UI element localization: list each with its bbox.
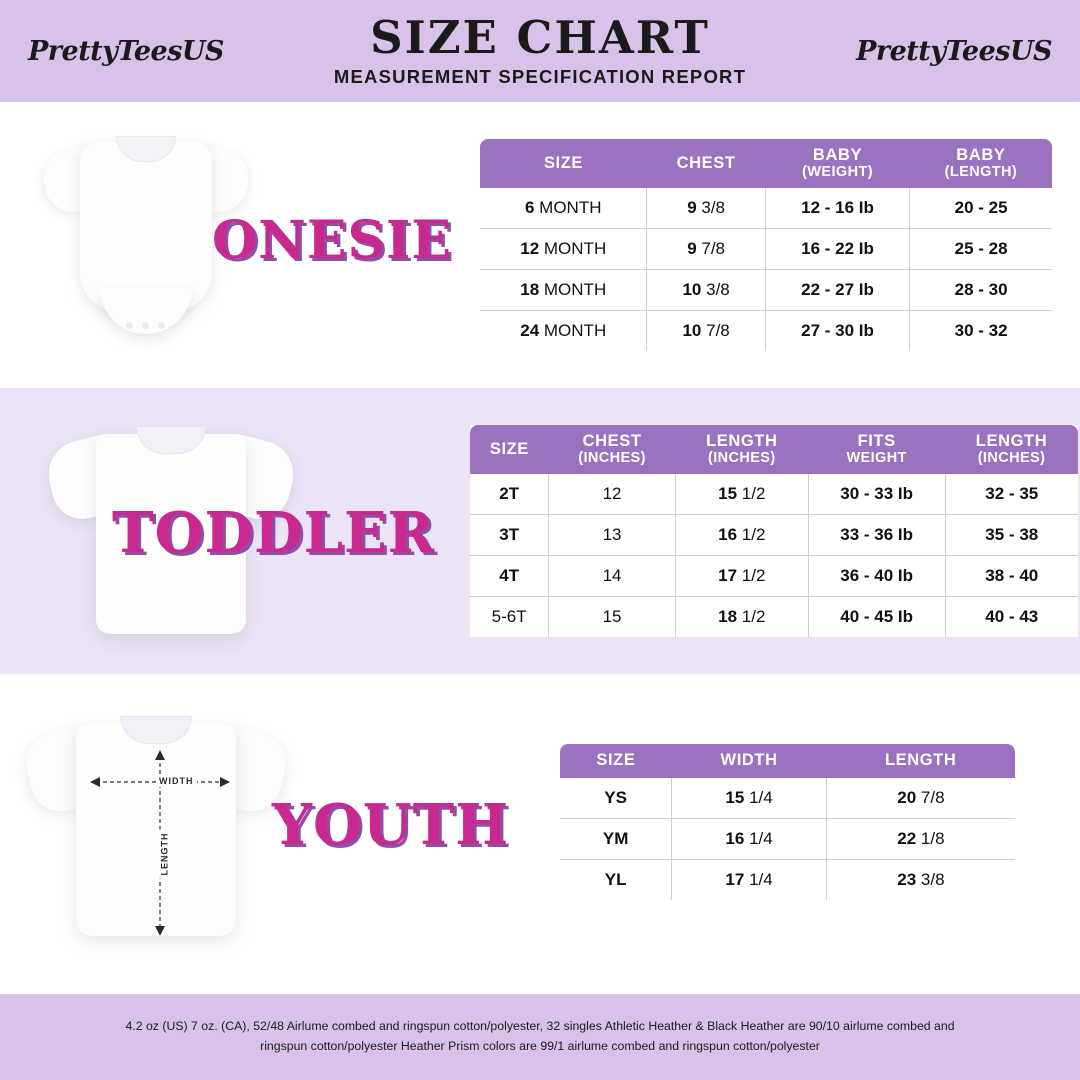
onesie-table-column bbox=[470, 139, 1080, 351]
column-header bbox=[910, 139, 1052, 188]
table-row bbox=[480, 270, 1052, 311]
column-header bbox=[826, 744, 1015, 778]
youth-artwork-column bbox=[0, 674, 510, 970]
table-cell: 16 - 22 Ib bbox=[765, 229, 910, 270]
table-row bbox=[480, 311, 1052, 352]
column-header-main: LENGTH bbox=[706, 431, 778, 450]
category-label-onesie: ONESIE bbox=[212, 210, 452, 271]
onesie-artwork-column bbox=[0, 102, 470, 388]
table-cell: 23 3/8 bbox=[897, 869, 945, 889]
onesie-table-body bbox=[480, 188, 1052, 351]
column-header-main: CHEST bbox=[676, 153, 736, 172]
table-cell: 12 MONTH bbox=[480, 229, 647, 270]
table-row bbox=[560, 859, 1015, 900]
table-cell: 30 - 32 bbox=[954, 321, 1008, 341]
table-row bbox=[560, 818, 1015, 859]
table-cell: 6 MONTH bbox=[480, 188, 647, 229]
table-cell: 32 - 35 bbox=[945, 474, 1078, 515]
table-row bbox=[480, 188, 1052, 229]
column-header bbox=[480, 139, 647, 188]
toddler-size-table bbox=[470, 425, 1078, 637]
brand-logo-right: PrettyTeesUS bbox=[856, 35, 1052, 67]
fabric-specification-text bbox=[125, 1017, 954, 1056]
column-header-sub: WEIGHT bbox=[846, 449, 907, 466]
table-header-row bbox=[480, 139, 1052, 188]
fabric-line-1: 4.2 oz (US) 7 oz. (CA), 52/48 Airlume combed and ringspun cotton/polyester, 32 singles Athletic Heather & Black Heather are 90/10 airlume combed and bbox=[125, 1019, 955, 1034]
brand-logo-left: PrettyTeesUS bbox=[28, 35, 224, 67]
table-row bbox=[470, 474, 1078, 515]
section-toddler bbox=[0, 388, 1080, 674]
table-row bbox=[470, 556, 1078, 597]
table-cell: 35 - 38 bbox=[945, 515, 1078, 556]
table-cell: 20 7/8 bbox=[826, 778, 1015, 819]
table-cell: 17 1/4 bbox=[672, 859, 827, 900]
table-cell: 14 bbox=[549, 556, 676, 597]
page-title: SIZE CHART bbox=[370, 11, 710, 65]
column-header-sub: (INCHES) bbox=[707, 449, 776, 466]
column-header-main: LENGTH bbox=[975, 431, 1048, 450]
table-header-row bbox=[560, 744, 1015, 778]
youth-size-table bbox=[560, 744, 1015, 900]
table-cell: 3T bbox=[470, 515, 549, 556]
column-header-main: BABY bbox=[812, 145, 863, 164]
table-cell: 25 - 28 bbox=[910, 229, 1052, 270]
toddler-artwork-column bbox=[0, 388, 470, 674]
table-cell: 28 - 30 bbox=[910, 270, 1052, 311]
table-cell: 20 - 25 bbox=[910, 188, 1052, 229]
table-row bbox=[560, 778, 1015, 819]
youth-table-body bbox=[560, 778, 1015, 900]
table-cell: 27 - 30 Ib bbox=[765, 311, 910, 352]
table-cell: YL bbox=[560, 859, 672, 900]
table-cell: 22 - 27 Ib bbox=[765, 270, 910, 311]
table-cell: 13 bbox=[549, 515, 676, 556]
measurement-arrows-icon bbox=[28, 684, 298, 962]
table-cell: 15 1/2 bbox=[675, 474, 808, 515]
column-header bbox=[549, 425, 676, 474]
column-header-main: SIZE bbox=[596, 751, 636, 770]
table-cell: 10 3/8 bbox=[647, 270, 765, 311]
onesie-table-head bbox=[480, 139, 1052, 188]
table-cell: 40 - 43 bbox=[985, 607, 1039, 627]
onesie-snap bbox=[142, 322, 149, 329]
table-cell: 18 1/2 bbox=[675, 597, 808, 638]
column-header-sub: (LENGTH) bbox=[944, 163, 1018, 180]
onesie-size-table bbox=[480, 139, 1052, 351]
column-header-main: FITS bbox=[857, 431, 896, 450]
category-label-toddler: TODDLER bbox=[112, 500, 436, 566]
table-row bbox=[470, 597, 1078, 638]
onesie-body bbox=[80, 142, 212, 312]
column-header bbox=[470, 425, 549, 474]
column-header bbox=[560, 744, 672, 778]
column-header-sub: (INCHES) bbox=[578, 449, 646, 466]
table-cell: YS bbox=[560, 778, 672, 819]
table-cell: 5-6T bbox=[470, 597, 549, 638]
column-header bbox=[808, 425, 945, 474]
column-header bbox=[675, 425, 808, 474]
youth-garment-image bbox=[28, 684, 298, 962]
table-cell: 16 1/4 bbox=[672, 818, 827, 859]
column-header-main: LENGTH bbox=[884, 751, 957, 770]
section-youth bbox=[0, 674, 1080, 970]
width-measure-label: WIDTH bbox=[156, 775, 197, 787]
page-footer bbox=[0, 994, 1080, 1080]
table-cell: 33 - 36 Ib bbox=[808, 515, 945, 556]
table-cell: 40 - 45 Ib bbox=[808, 597, 945, 638]
length-measure-label: LENGTH bbox=[159, 830, 171, 879]
table-cell: 16 1/2 bbox=[675, 515, 808, 556]
table-cell: 24 MONTH bbox=[480, 311, 647, 352]
table-cell: 15 1/4 bbox=[672, 778, 827, 819]
column-header-main: SIZE bbox=[489, 439, 529, 458]
table-cell: 12 bbox=[549, 474, 676, 515]
column-header-sub: (WEIGHT) bbox=[802, 163, 873, 180]
table-cell: 22 1/8 bbox=[826, 818, 1015, 859]
column-header bbox=[647, 139, 765, 188]
column-header-main: CHEST bbox=[582, 431, 642, 450]
table-row bbox=[480, 229, 1052, 270]
toddler-table-head bbox=[470, 425, 1078, 474]
table-cell: 10 7/8 bbox=[647, 311, 765, 352]
youth-table-head bbox=[560, 744, 1015, 778]
column-header-main: BABY bbox=[956, 145, 1006, 164]
column-header-main: SIZE bbox=[543, 153, 584, 172]
column-header-sub: (INCHES) bbox=[977, 449, 1046, 466]
onesie-snap bbox=[158, 322, 165, 329]
column-header bbox=[765, 139, 910, 188]
table-header-row bbox=[470, 425, 1078, 474]
table-cell: 12 - 16 Ib bbox=[765, 188, 910, 229]
table-cell: 36 - 40 Ib bbox=[808, 556, 945, 597]
page-subtitle: MEASUREMENT SPECIFICATION REPORT bbox=[333, 65, 747, 87]
toddler-table-column bbox=[470, 425, 1080, 637]
table-cell: YM bbox=[560, 818, 672, 859]
table-cell: 30 - 33 Ib bbox=[808, 474, 945, 515]
table-cell: 38 - 40 bbox=[945, 556, 1078, 597]
section-onesie bbox=[0, 102, 1080, 388]
youth-table-column bbox=[470, 744, 1080, 900]
table-row bbox=[470, 515, 1078, 556]
column-header bbox=[672, 744, 827, 778]
table-cell: 18 MONTH bbox=[480, 270, 647, 311]
onesie-snap bbox=[126, 322, 133, 329]
column-header bbox=[945, 425, 1078, 474]
table-cell: 15 bbox=[549, 597, 676, 638]
toddler-table-body bbox=[470, 474, 1078, 637]
table-cell: 9 3/8 bbox=[647, 188, 765, 229]
header-center bbox=[258, 11, 822, 87]
table-cell: 2T bbox=[470, 474, 549, 515]
table-cell: 9 7/8 bbox=[647, 229, 765, 270]
fabric-line-2: ringspun cotton/polyester Heather Prism colors are 99/1 airlume combed and ringspun cotton/polyester bbox=[260, 1039, 820, 1053]
table-cell: 4T bbox=[470, 556, 549, 597]
page-header bbox=[0, 0, 1080, 102]
column-header-main: WIDTH bbox=[720, 751, 778, 770]
category-label-youth: YOUTH bbox=[272, 792, 510, 858]
table-cell: 17 1/2 bbox=[675, 556, 808, 597]
